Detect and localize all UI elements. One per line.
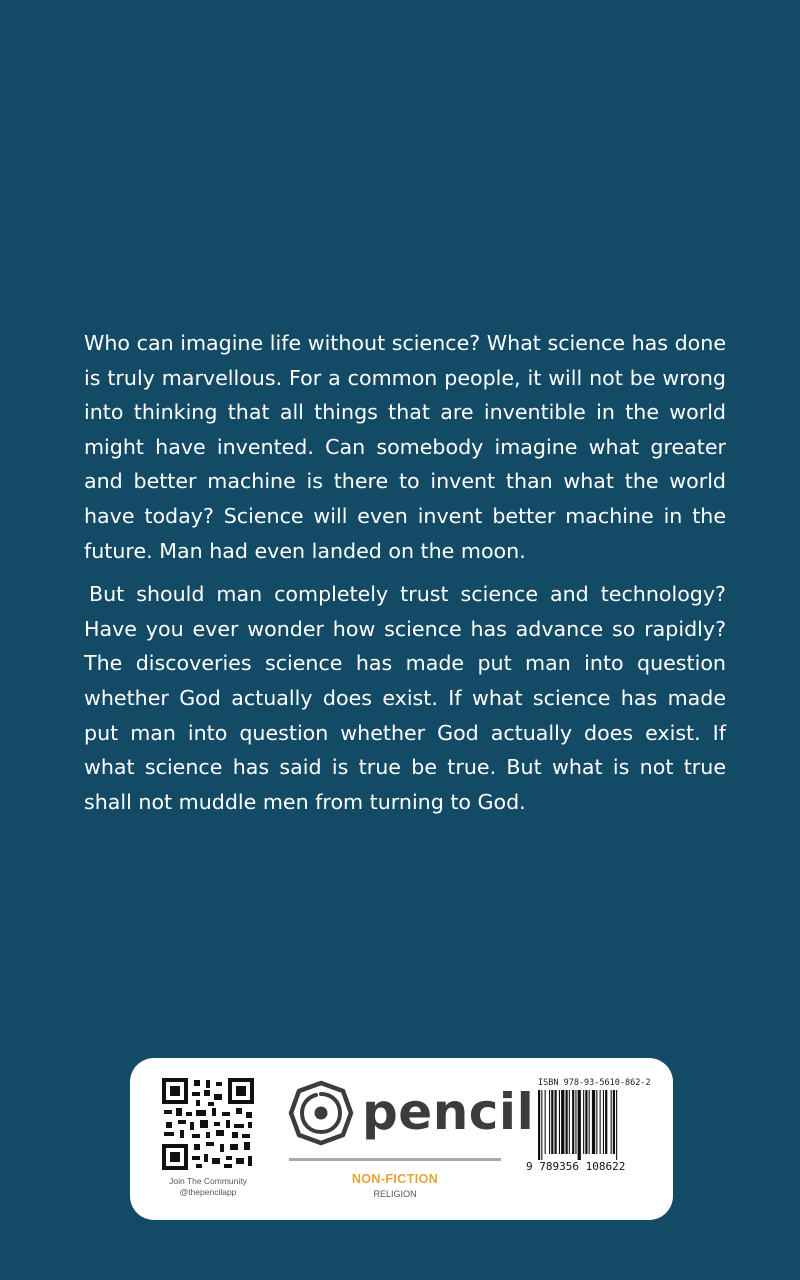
qr-code-icon — [162, 1078, 254, 1170]
isbn-label: ISBN 978-93-5610-862-2 — [538, 1078, 651, 1088]
blurb-text — [84, 326, 726, 819]
blurb-paragraph-2: But should man completely trust science and technology? Have you ever wonder how science has advance so rapidly? The discoveries science has made put man into question whether God actually does exist. If what science has made put man into question whether God actually does exist. If what science has said is true be true. But what is not true shall not muddle men from turning to God. — [84, 582, 726, 814]
divider-line — [289, 1158, 501, 1161]
blurb-paragraph-1: Who can imagine life without science? What science has done is truly marvellous. For a common people, it will not be wrong into thinking that all things that are inventible in the world might have invented. Can somebody imagine what greater and better machine is there to invent than what the world have today? Science will even invent better machine in the future. Man had even landed on the moon. — [84, 331, 726, 563]
qr-caption-line-2: @thepencilapp — [179, 1187, 237, 1197]
qr-caption — [150, 1176, 266, 1198]
subgenre-label: RELIGION — [373, 1189, 417, 1199]
isbn-digits: 9 789356 108622 — [526, 1160, 626, 1173]
publisher-name: pencil — [362, 1083, 535, 1141]
qr-caption-line-1: Join The Community — [169, 1176, 247, 1186]
publisher-logo — [288, 1080, 535, 1146]
barcode-icon — [538, 1090, 648, 1160]
genre-label: NON-FICTION — [351, 1172, 439, 1186]
publisher-strip — [130, 1058, 673, 1220]
pencil-logo-icon — [288, 1080, 354, 1146]
